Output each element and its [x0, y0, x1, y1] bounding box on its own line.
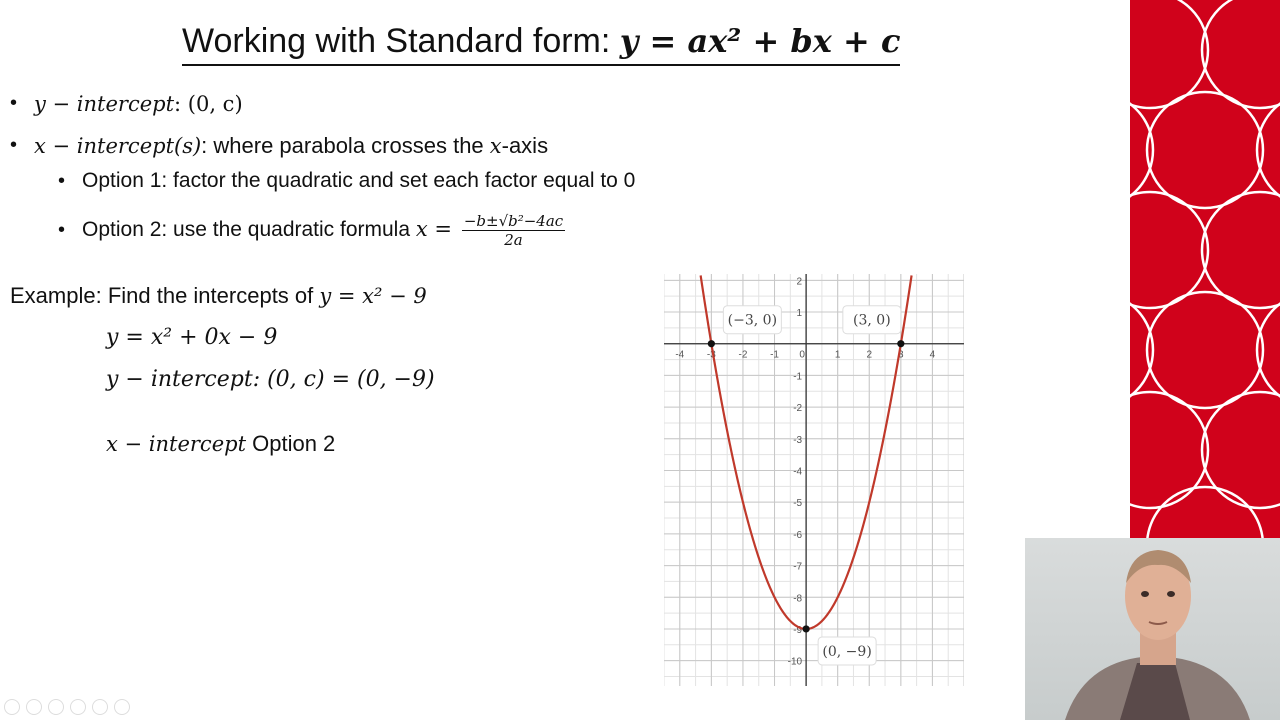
- y-tick-label: 2: [796, 276, 803, 288]
- y-tick-label: -3: [793, 434, 803, 446]
- slide-title: [182, 18, 900, 66]
- x-tick-label: -3: [706, 349, 716, 361]
- next-icon[interactable]: [26, 699, 42, 715]
- x-tick-label: -2: [738, 349, 748, 361]
- quadratic-formula: $\frac{\text{−b±√b²−4ac}}{2a}$: [463, 211, 564, 249]
- zoom-icon[interactable]: [92, 699, 108, 715]
- bullet-x-intercept: x − intercept(s): where parabola crosses the x-axis: [34, 133, 549, 158]
- example-step3: x − intercept Option 2: [106, 431, 336, 456]
- point-label: (3, 0): [853, 312, 891, 329]
- y-tick-label: -7: [793, 561, 803, 573]
- sub-bullet-option1: Option 1: factor the quadratic and set each factor equal to 0: [82, 169, 636, 192]
- y-tick-label: 1: [796, 308, 803, 320]
- sub-bullet-dot: •: [58, 219, 66, 241]
- y-tick-label: -8: [793, 593, 803, 605]
- y-tick-label: -1: [793, 371, 803, 383]
- x-tick-label: 3: [898, 349, 904, 361]
- presenter-webcam: [1025, 538, 1280, 720]
- example-label: Example: Find the intercepts of y = x² − 9: [10, 283, 427, 308]
- x-tick-label: 0: [799, 349, 805, 361]
- sub-bullet-dot: •: [58, 170, 66, 192]
- x-tick-label: 4: [929, 349, 936, 361]
- bullet-dot: •: [10, 134, 18, 156]
- title-text: Working with Standard form:: [182, 22, 620, 60]
- point-label: (−3, 0): [727, 312, 778, 329]
- x-tick-label: 2: [866, 349, 873, 361]
- point-label: (0, −9): [822, 643, 872, 660]
- more-icon[interactable]: [114, 699, 130, 715]
- circle-pattern-icon: [1130, 0, 1280, 540]
- parabola-graph: [664, 274, 964, 686]
- x-tick-label: -1: [770, 349, 779, 361]
- y-tick-label: -2: [793, 403, 803, 415]
- intercept-point: [803, 625, 810, 632]
- prev-icon[interactable]: [4, 699, 20, 715]
- x-tick-label: -4: [675, 349, 685, 361]
- presenter-icon: [1025, 538, 1280, 720]
- sub-bullet-option2: Option 2: use the quadratic formula x = $\frac{\text{−b±√b²−4ac}}{2a}$: [82, 211, 564, 249]
- pen-icon[interactable]: [48, 699, 64, 715]
- y-tick-label: -10: [787, 656, 803, 668]
- circle-pattern-decoration: [1130, 0, 1280, 540]
- x-tick-label: 1: [834, 349, 841, 361]
- y-tick-label: -9: [793, 624, 803, 636]
- slides-icon[interactable]: [70, 699, 86, 715]
- intercept-point: [897, 340, 904, 347]
- bullet-dot: •: [10, 92, 18, 114]
- example-step1: y = x² + 0x − 9: [106, 325, 278, 350]
- intercept-point: [708, 340, 715, 347]
- title-equation: y = ax² + bx + c: [619, 22, 901, 60]
- y-tick-label: -5: [793, 498, 803, 510]
- bullet-y-intercept: y − intercept: (0, c): [34, 92, 243, 116]
- y-tick-label: -6: [793, 529, 803, 541]
- example-step2: y − intercept: (0, c) = (0, −9): [106, 367, 435, 392]
- y-tick-label: -4: [793, 466, 803, 478]
- player-controls[interactable]: [4, 699, 130, 715]
